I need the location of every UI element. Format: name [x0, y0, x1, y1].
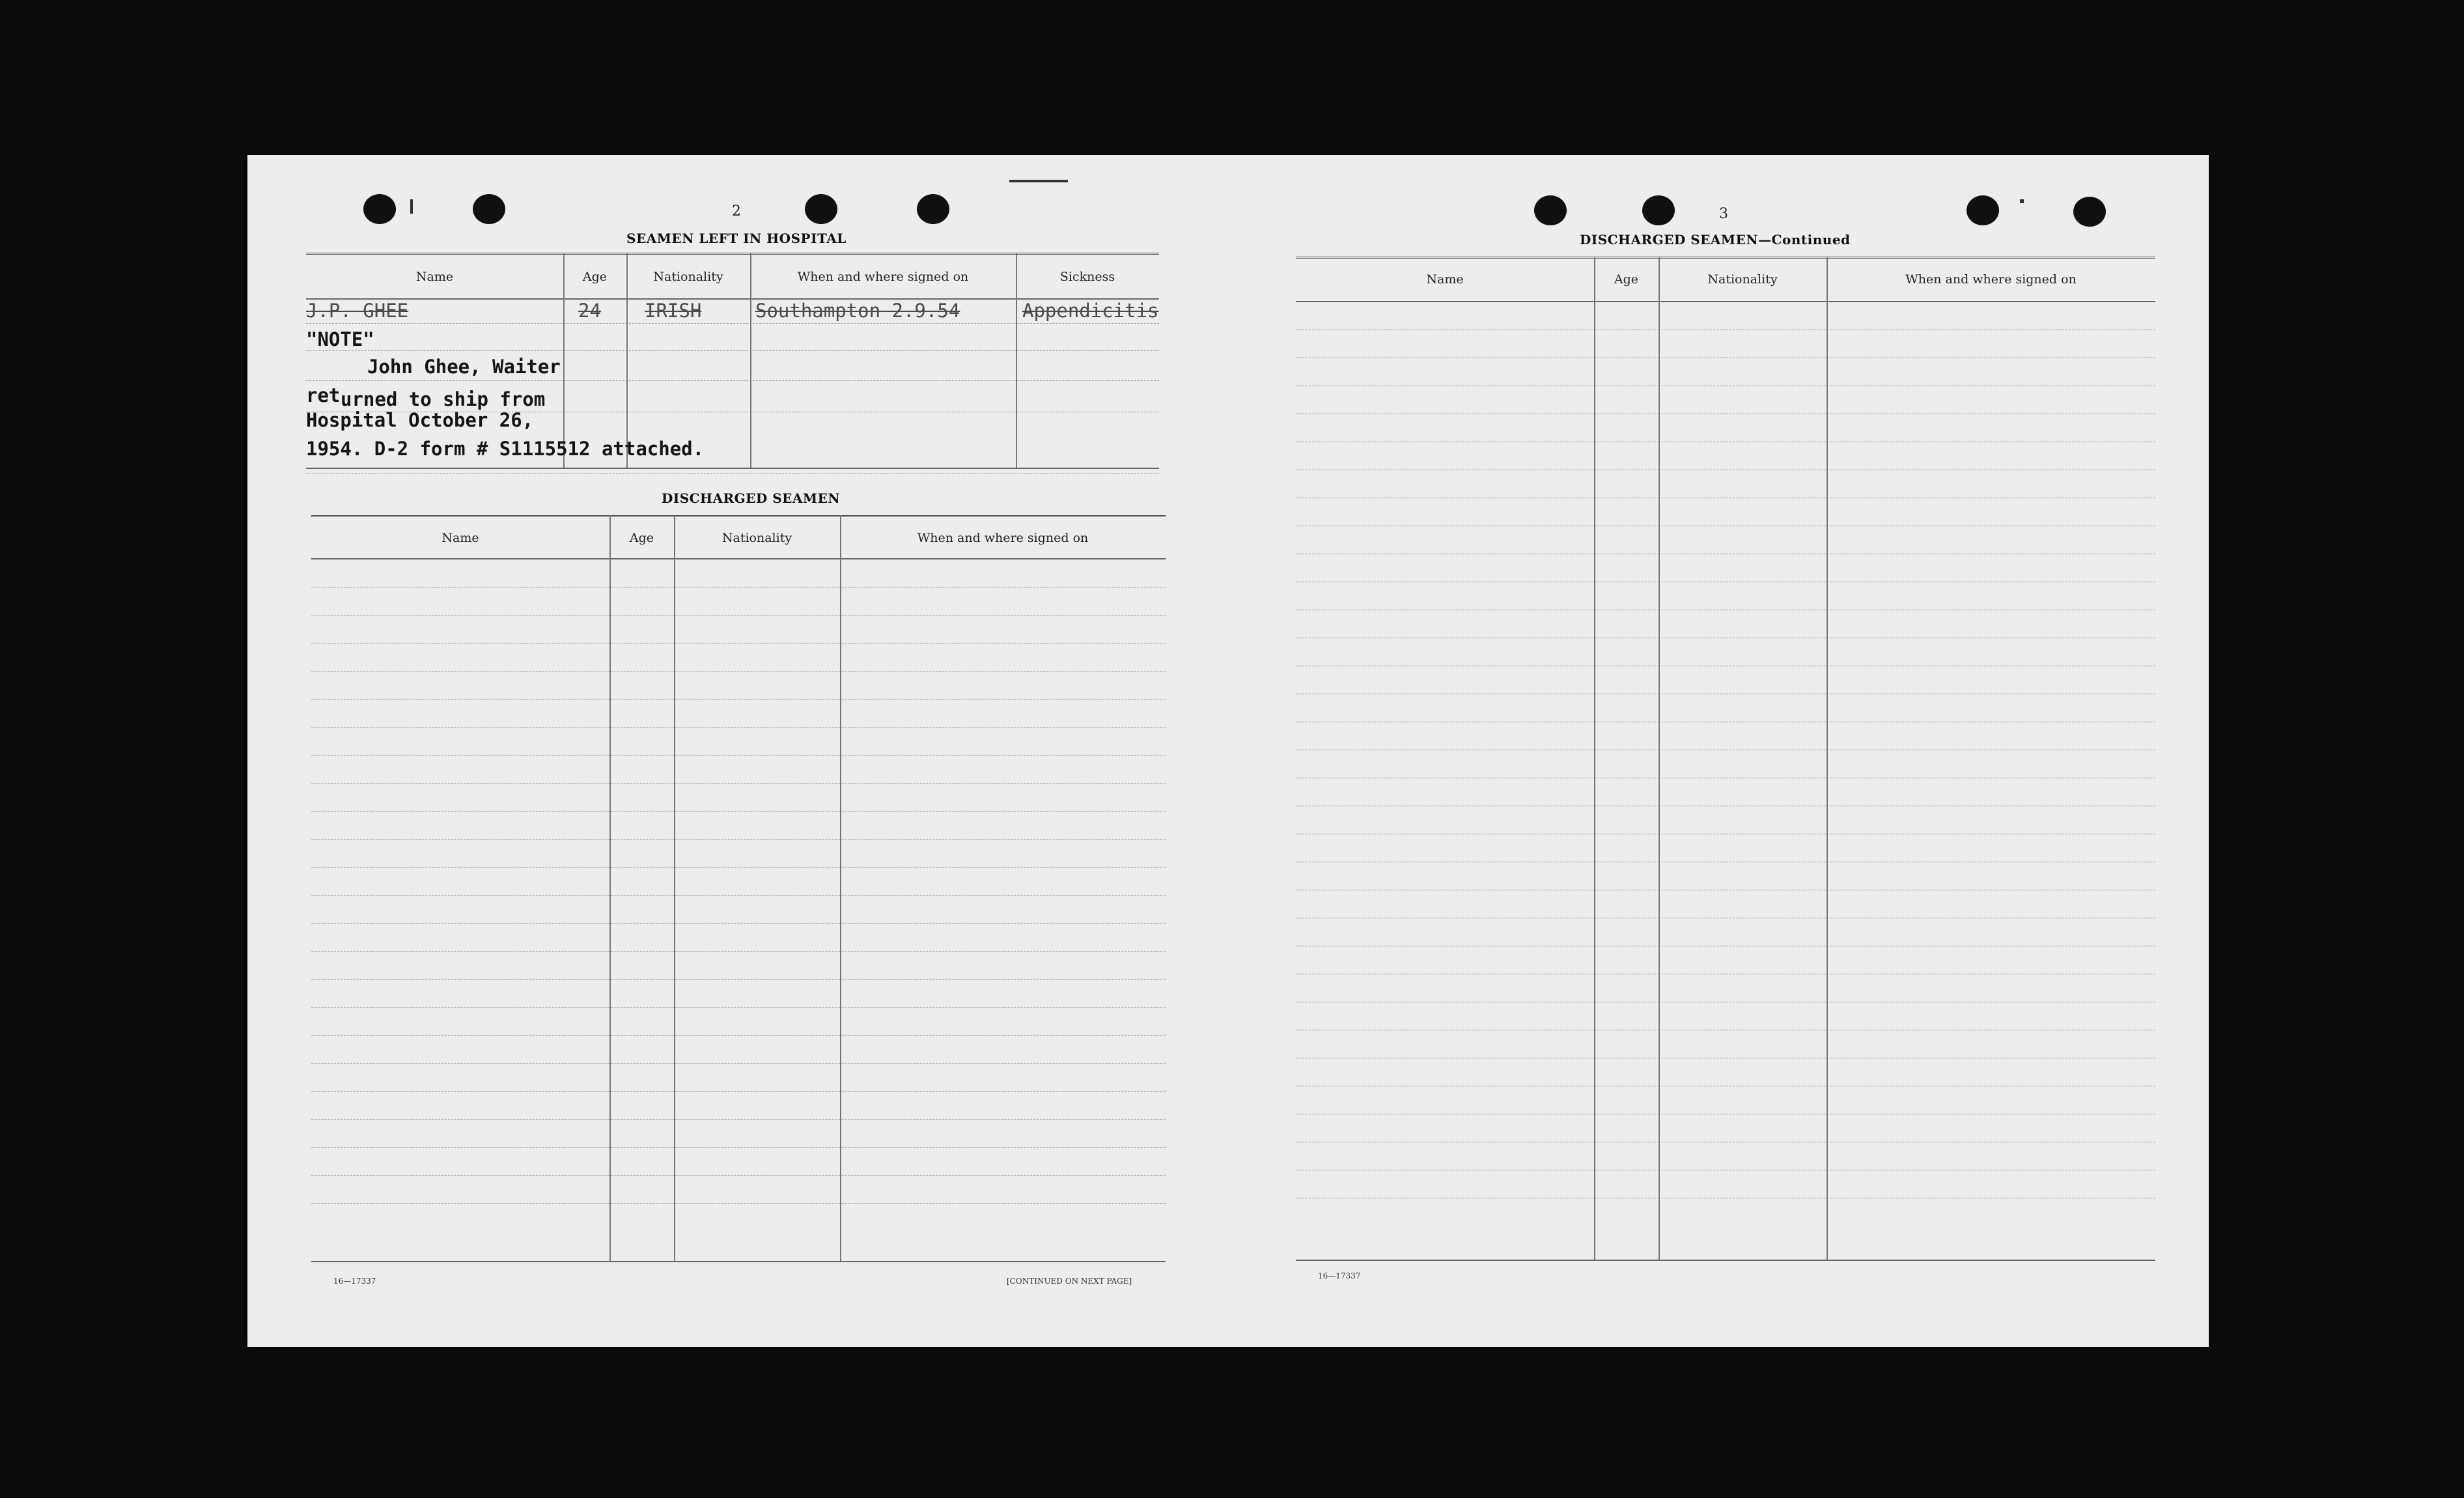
entry-age: 24: [578, 300, 601, 322]
speck: [1009, 180, 1068, 182]
section-title-hospital: SEAMEN LEFT IN HOSPITAL: [626, 231, 847, 246]
col-header-age: Age: [629, 531, 654, 545]
col-header-signed-on: When and where signed on: [797, 270, 969, 284]
punch-hole: [805, 194, 837, 224]
punch-hole: [363, 194, 396, 224]
entry-name: J.P. GHEE: [306, 300, 409, 322]
col-header-name: Name: [415, 270, 454, 284]
punch-hole: [1534, 195, 1567, 225]
page-number: 3: [1719, 206, 1728, 222]
punch-hole: [1967, 195, 1999, 225]
col-header-nationality: Nationality: [653, 270, 723, 284]
form-number: 16—17337: [1318, 1271, 1361, 1280]
col-header-age: Age: [582, 270, 608, 284]
punch-hole: [1642, 195, 1675, 225]
note-line-2a: ret: [306, 384, 341, 406]
document-page-spread: [247, 155, 2209, 1347]
punch-hole: [917, 194, 949, 224]
col-header-name: Name: [441, 531, 479, 545]
col-header-sickness: Sickness: [1059, 270, 1115, 284]
col-header-nationality: Nationality: [721, 531, 792, 545]
section-title-discharged-continued: DISCHARGED SEAMEN—Continued: [1580, 232, 1851, 247]
speck: [2020, 199, 2024, 203]
punch-hole: [2073, 197, 2106, 227]
section-title-discharged: DISCHARGED SEAMEN: [662, 490, 841, 506]
speck: [410, 199, 413, 214]
col-header-signed-on: When and where signed on: [917, 531, 1089, 545]
note-line-4: 1954. D-2 form # S1115512 attached.: [306, 438, 705, 460]
punch-hole: [473, 194, 505, 224]
note-line-1: John Ghee, Waiter: [367, 356, 561, 378]
col-header-nationality: Nationality: [1707, 272, 1778, 287]
entry-sickness: Appendicitis: [1022, 300, 1159, 322]
col-header-name: Name: [1426, 272, 1464, 287]
note-heading: "NOTE": [306, 328, 374, 350]
col-header-age: Age: [1614, 272, 1639, 287]
entry-signed-on: Southampton 2.9.54: [755, 300, 960, 322]
continued-note: [CONTINUED ON NEXT PAGE]: [1007, 1277, 1132, 1286]
form-number: 16—17337: [333, 1277, 376, 1286]
note-line-2b: urned to ship from: [341, 388, 546, 410]
discharged-table-left: [311, 515, 1166, 1264]
col-header-signed-on: When and where signed on: [1905, 272, 2077, 287]
note-line-3: Hospital October 26,: [306, 409, 534, 431]
entry-nationality: IRISH: [645, 300, 702, 322]
discharged-table-right: [1296, 257, 2155, 1273]
page-number: 2: [732, 203, 741, 219]
